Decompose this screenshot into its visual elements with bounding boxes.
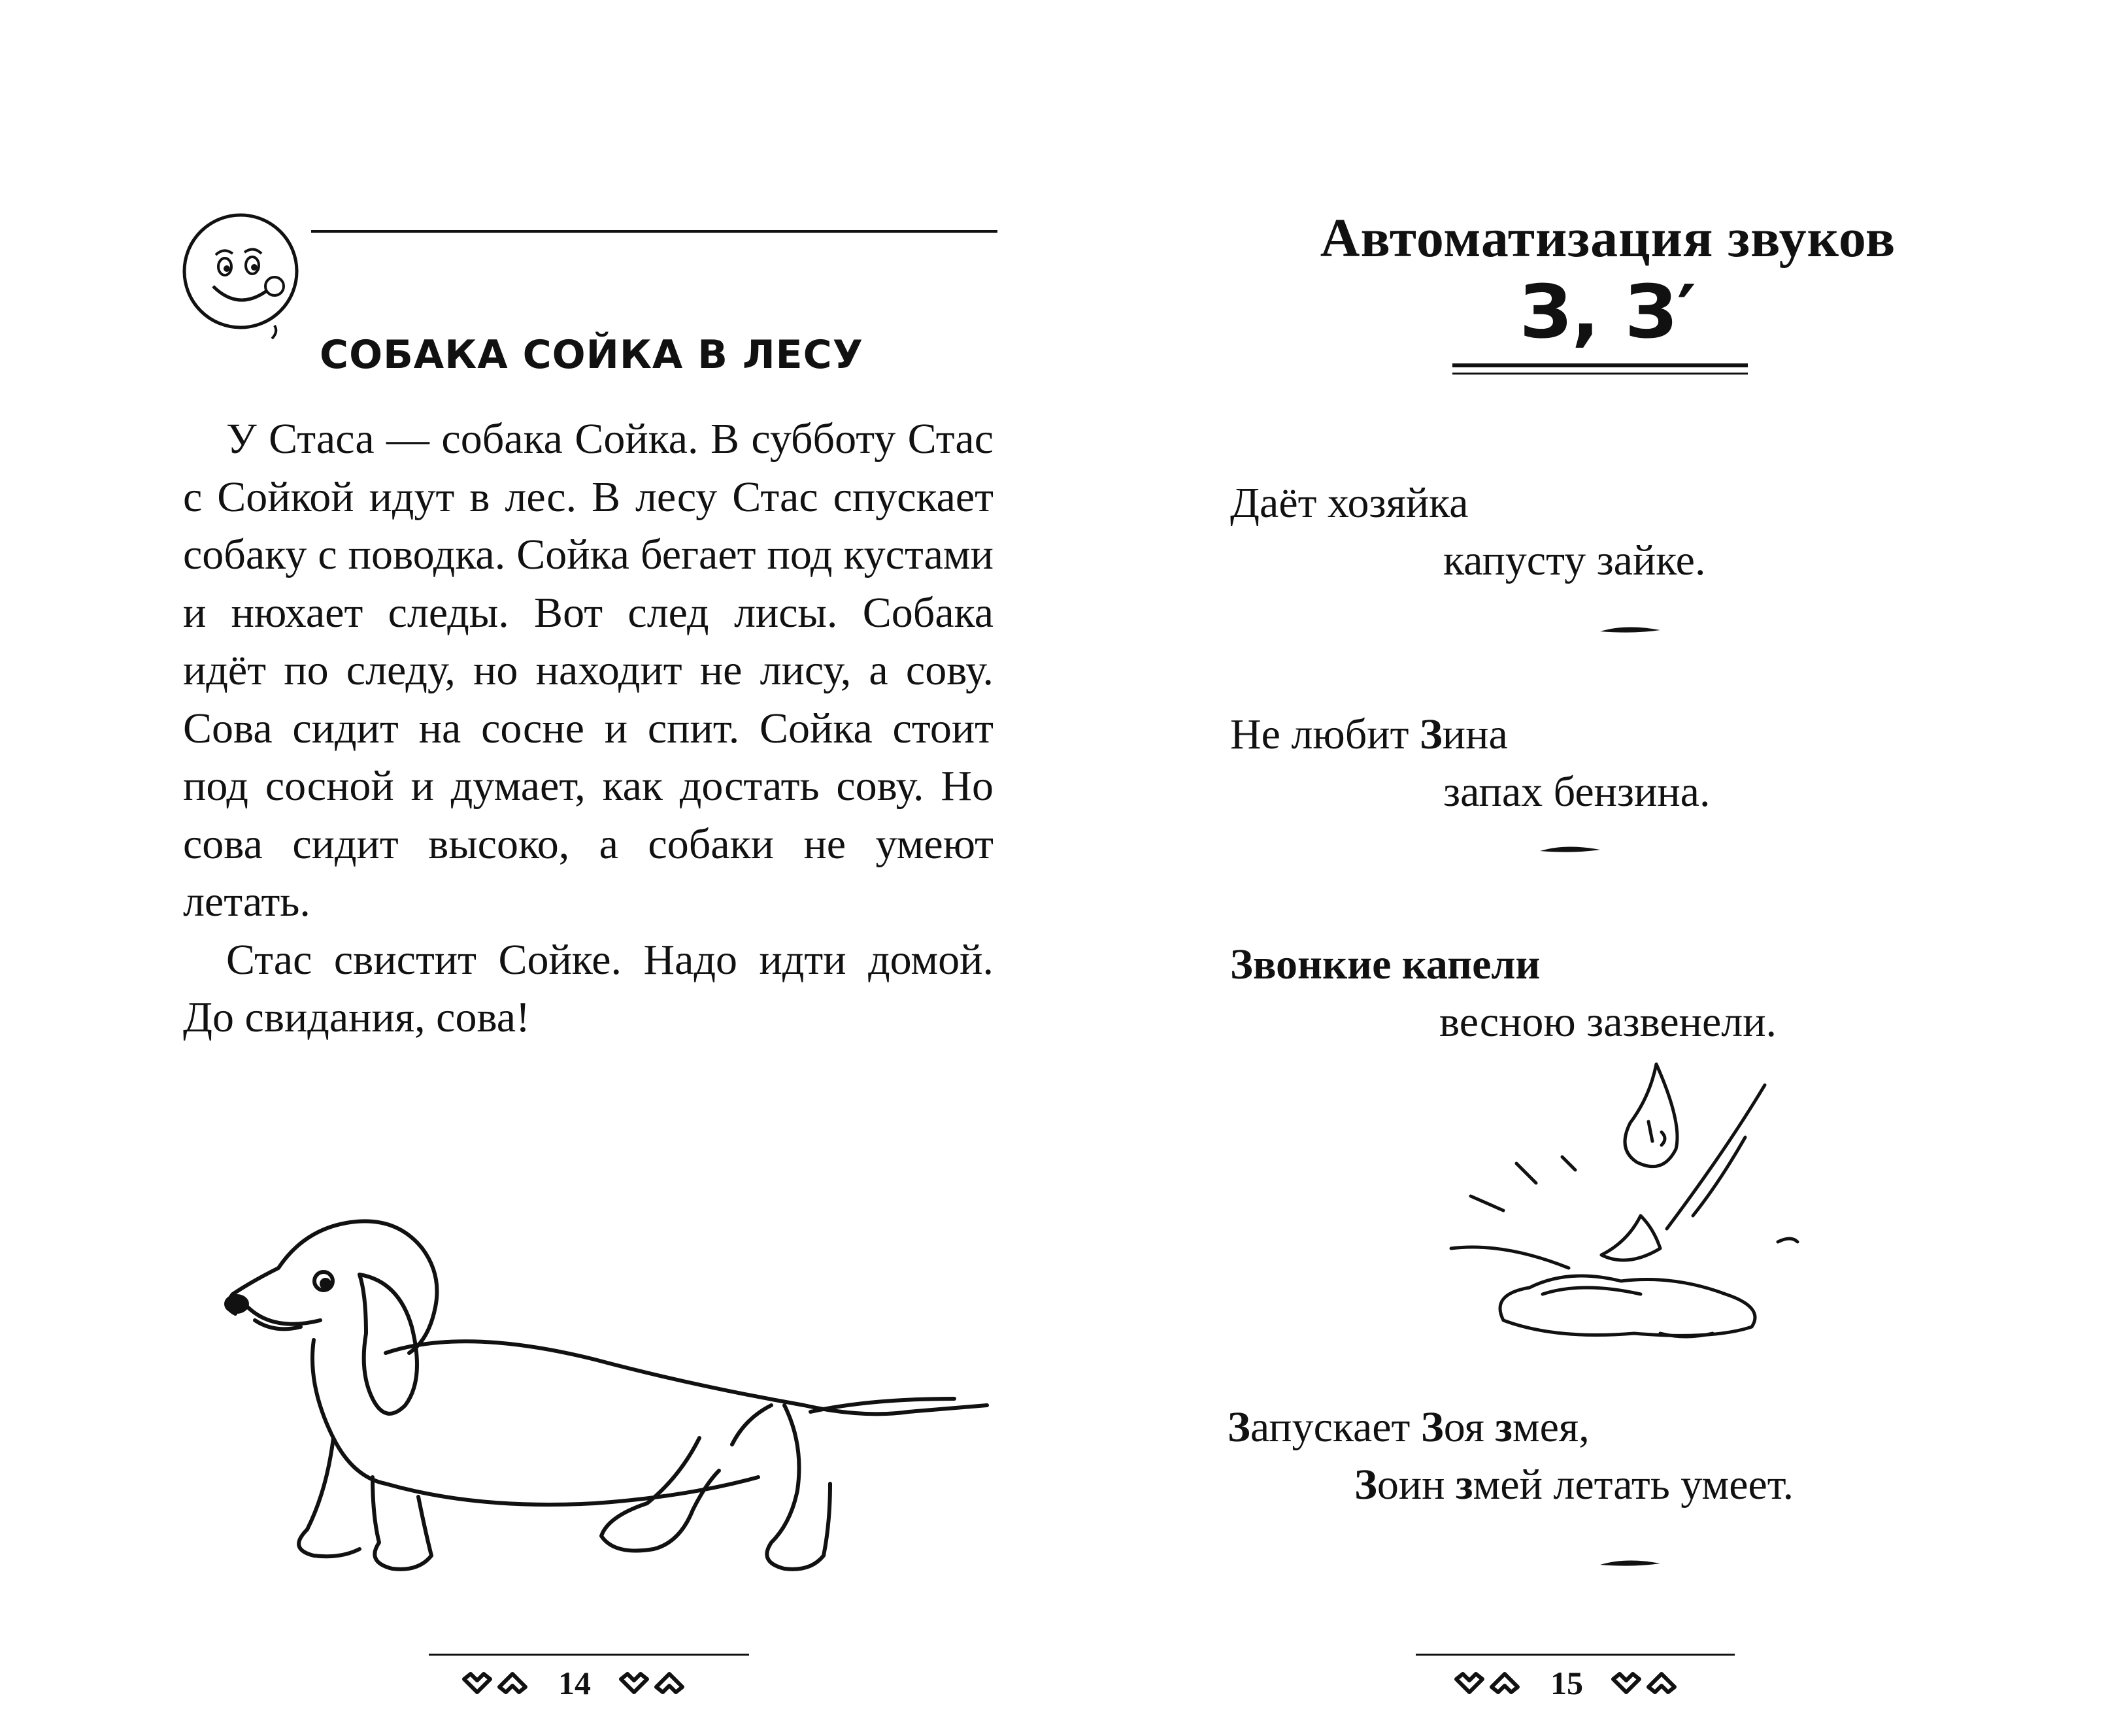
story-paragraph-2: Стас свистит Сойке. Надо идти домой. До свидания, сова!: [183, 935, 994, 1041]
title-rule: [1452, 363, 1748, 367]
divider-dash-icon: [1597, 1557, 1663, 1570]
verse-1: [1230, 475, 1705, 590]
page-number-right: 15: [1550, 1665, 1583, 1701]
verse-line: Даёт хозяйка: [1230, 479, 1469, 527]
page-title: Автоматизация звуков: [1320, 208, 1896, 269]
verse-line: капусту зайке.: [1443, 537, 1706, 584]
divider-dash-icon: [1597, 624, 1663, 637]
ornament-icon: [1452, 1670, 1524, 1696]
verse-line: запах бензина.: [1443, 768, 1711, 816]
verse-3: [1230, 936, 1777, 1051]
sound-letters: З, З′: [1519, 270, 1697, 355]
verse-2: [1230, 706, 1710, 821]
verse-line: Звонкие капели: [1230, 941, 1541, 988]
divider-dash-icon: [1537, 843, 1603, 856]
verse-line: Запускает Зоя змея,: [1228, 1403, 1590, 1451]
verse-line: весною зазвенели.: [1439, 998, 1777, 1046]
verse-line: Зоин змей летать умеет.: [1354, 1461, 1794, 1509]
story-paragraph-1: У Стаса — собака Сойка. В субботу Стас с Сойкой идут в лес. В лесу Стас спускает собаку с поводка. Сойка бегает под кустами и нюхает следы. Вот след лисы. Собака идёт по следу, но находит не лису, а сову. Сова сидит на сосне и спит. Сойка стоит под сосной и думает, как достать сову. Но сова сидит высоко, а собаки не умеют летать.: [183, 415, 994, 926]
title-rule-thin: [1452, 373, 1748, 375]
water-drop-illustration-icon: [1412, 1059, 1817, 1366]
verse-line: Не любит Зина: [1230, 710, 1508, 758]
ornament-icon: [1609, 1670, 1681, 1696]
footer-rule-right: [1416, 1654, 1735, 1656]
footer-right: [1452, 1664, 1681, 1702]
page-number-left: 14: [558, 1665, 591, 1701]
story-title: СОБАКА СОЙКА В ЛЕСУ: [320, 332, 863, 378]
verse-4: [1228, 1399, 1794, 1514]
